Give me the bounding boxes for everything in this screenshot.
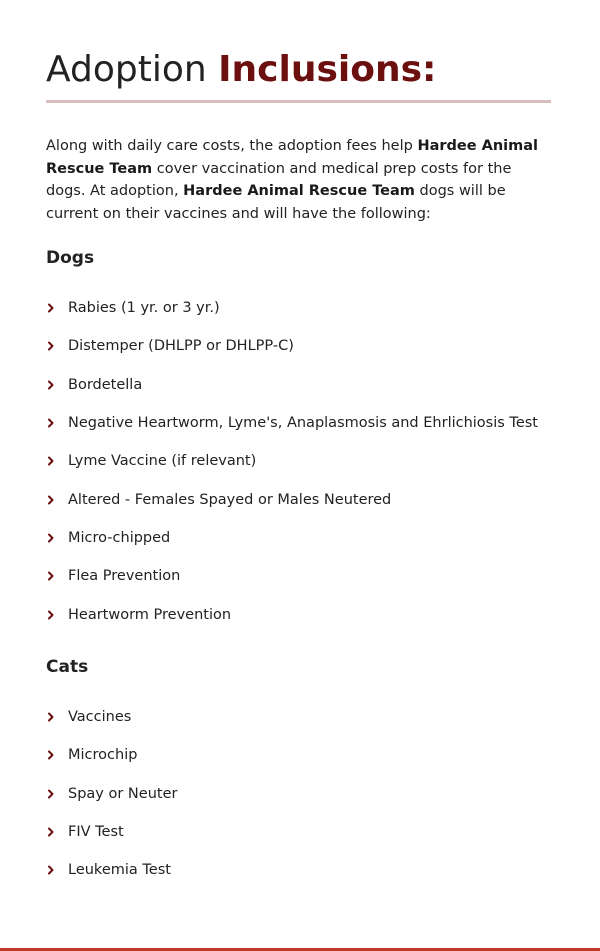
title-divider — [46, 100, 551, 103]
list-item — [46, 519, 551, 557]
chevron-right-icon — [46, 749, 56, 761]
intro-text-3: dogs will be current on their vaccines and will have the following: — [46, 183, 506, 222]
title-prefix: Adoption — [46, 49, 207, 90]
list-item — [46, 851, 551, 889]
list-item — [46, 736, 551, 774]
chevron-right-icon — [46, 417, 56, 429]
chevron-right-icon — [46, 379, 56, 391]
chevron-right-icon — [46, 340, 56, 352]
cats-list — [46, 698, 551, 889]
chevron-right-icon — [46, 302, 56, 314]
chevron-right-icon — [46, 711, 56, 723]
list-item-label: Lyme Vaccine (if relevant) — [68, 453, 257, 470]
intro-org-name-2: Hardee Animal Rescue Team — [183, 183, 415, 199]
list-item — [46, 404, 551, 442]
list-item — [46, 775, 551, 813]
list-item-label: Altered - Females Spayed or Males Neutered — [68, 491, 392, 508]
list-item-label: Vaccines — [68, 709, 132, 726]
list-item — [46, 289, 551, 327]
list-item — [46, 813, 551, 851]
list-item-label: Distemper (DHLPP or DHLPP-C) — [68, 338, 294, 355]
page-title — [46, 46, 436, 94]
list-item-label: Negative Heartworm, Lyme's, Anaplasmosis and Ehrlichiosis Test — [68, 415, 538, 432]
list-item-label: Spay or Neuter — [68, 785, 178, 802]
dogs-list — [46, 289, 551, 634]
chevron-right-icon — [46, 788, 56, 800]
chevron-right-icon — [46, 532, 56, 544]
list-item — [46, 557, 551, 595]
list-item-label: Microchip — [68, 747, 138, 764]
intro-org-name-1: Hardee Animal Rescue Team — [46, 138, 538, 177]
list-item-label: Micro-chipped — [68, 529, 171, 546]
list-item — [46, 327, 551, 365]
list-item-label: Bordetella — [68, 376, 143, 393]
list-item-label: Heartworm Prevention — [68, 606, 232, 623]
list-item — [46, 595, 551, 633]
intro-text-2: cover vaccination and medical prep costs for the dogs. At adoption, — [46, 160, 512, 199]
chevron-right-icon — [46, 864, 56, 876]
list-item — [46, 442, 551, 480]
intro-text-1: Along with daily care costs, the adoption fees help — [46, 138, 418, 154]
chevron-right-icon — [46, 570, 56, 582]
dogs-section-title: Dogs — [46, 248, 95, 268]
list-item — [46, 366, 551, 404]
list-item-label: FIV Test — [68, 824, 124, 841]
list-item-label: Rabies (1 yr. or 3 yr.) — [68, 300, 220, 317]
list-item-label: Leukemia Test — [68, 862, 171, 879]
chevron-right-icon — [46, 609, 56, 621]
list-item — [46, 480, 551, 518]
chevron-right-icon — [46, 494, 56, 506]
chevron-right-icon — [46, 455, 56, 467]
chevron-right-icon — [46, 826, 56, 838]
list-item-label: Flea Prevention — [68, 568, 181, 585]
list-item — [46, 698, 551, 736]
title-accent: Inclusions: — [218, 49, 437, 90]
cats-section-title: Cats — [46, 657, 89, 677]
intro-paragraph — [46, 135, 551, 225]
